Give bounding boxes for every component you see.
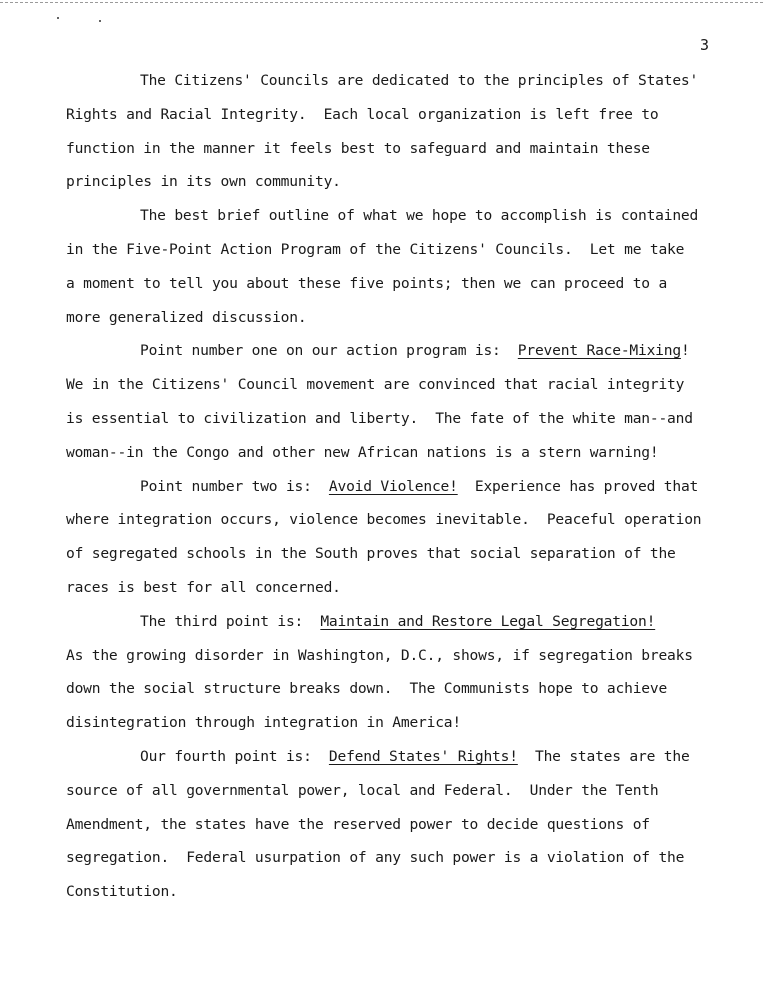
text-line	[66, 740, 746, 774]
line-trail-text: Experience has proved that	[457, 477, 699, 495]
text-line	[66, 470, 746, 504]
page-number: 3	[700, 36, 710, 54]
paragraph-point-three	[66, 605, 746, 740]
text-line	[66, 605, 746, 639]
text-line: The best brief outline of what we hope to accomplish is contained	[140, 207, 699, 225]
line-trail-text: The states are the	[517, 747, 690, 765]
paragraph-point-four	[66, 740, 746, 909]
line-trail-text: !	[680, 342, 690, 360]
line-lead-text: Point number two is:	[140, 477, 329, 495]
text-line: woman--in the Congo and other new African nations is a stern warning!	[66, 443, 659, 461]
text-line: a moment to tell you about these five points; then we can proceed to a	[66, 274, 668, 292]
point-heading: Prevent Race-Mixing	[517, 342, 681, 360]
text-line: where integration occurs, violence becomes inevitable. Peaceful operation	[66, 511, 702, 529]
text-line: of segregated schools in the South proves that social separation of the	[66, 545, 676, 563]
paragraph-point-two	[66, 470, 746, 605]
line-lead-text: Our fourth point is:	[140, 747, 329, 765]
text-line: is essential to civilization and liberty. The fate of the white man--and	[66, 409, 693, 427]
paragraph-councils-principles	[66, 64, 746, 199]
line-lead-text: Point number one on our action program is:	[140, 342, 518, 360]
text-line: Amendment, the states have the reserved power to decide questions of	[66, 815, 650, 833]
text-line: in the Five-Point Action Program of the Citizens' Councils. Let me take	[66, 240, 685, 258]
text-line: races is best for all concerned.	[66, 578, 341, 596]
text-line: The Citizens' Councils are dedicated to the principles of States'	[140, 72, 699, 89]
text-line: more generalized discussion.	[66, 308, 307, 326]
line-lead-text: The third point is:	[140, 612, 321, 630]
document-body	[66, 64, 746, 909]
text-line	[66, 334, 746, 368]
text-line: segregation. Federal usurpation of any such power is a violation of the	[66, 849, 685, 867]
scan-speck	[99, 20, 101, 22]
point-heading: Avoid Violence!	[328, 477, 458, 495]
text-line: source of all governmental power, local and Federal. Under the Tenth	[66, 781, 659, 799]
text-line: principles in its own community.	[66, 173, 341, 191]
text-line: We in the Citizens' Council movement are convinced that racial integrity	[66, 376, 685, 394]
page-top-edge	[0, 2, 763, 3]
text-line: As the growing disorder in Washington, D.C., shows, if segregation breaks	[66, 646, 693, 664]
text-line: disintegration through integration in America!	[66, 714, 461, 732]
point-heading: Defend States' Rights!	[328, 747, 518, 765]
text-line: down the social structure breaks down. The Communists hope to achieve	[66, 680, 668, 698]
text-line: Constitution.	[66, 883, 178, 901]
text-line: function in the manner it feels best to safeguard and maintain these	[66, 139, 650, 157]
paragraph-action-program-intro	[66, 199, 746, 334]
scan-speck	[57, 17, 59, 19]
paragraph-point-one	[66, 334, 746, 469]
point-heading: Maintain and Restore Legal Segregation!	[320, 612, 656, 630]
text-line: Rights and Racial Integrity. Each local organization is left free to	[66, 105, 659, 123]
